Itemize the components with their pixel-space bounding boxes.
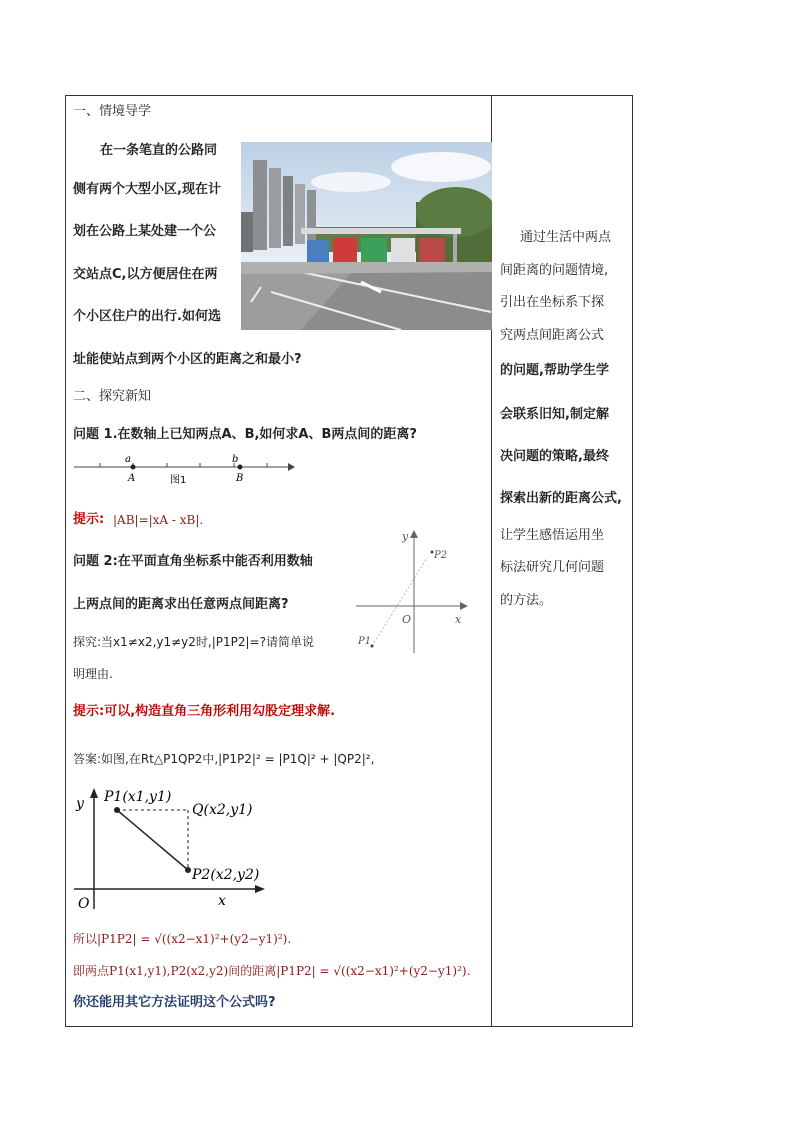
point-p1-label: P1	[358, 636, 372, 647]
explore-line-1: 探究:当x1≠x2,y1≠y2时,|P1P2|=?请简单说	[73, 635, 314, 649]
bus-stop-photo	[241, 142, 492, 330]
number-line-figure	[70, 452, 295, 488]
figure-caption: 图1	[170, 475, 187, 486]
side-note-line-11: 的方法。	[500, 593, 553, 608]
question-2-line-1: 问题 2:在平面直角坐标系中能否利用数轴	[73, 554, 313, 569]
label-B: B	[236, 473, 244, 484]
q-coord-label: Q(x2,y1)	[192, 802, 253, 818]
axis-y-label-large: y	[76, 796, 84, 812]
side-note-line-2: 间距离的问题情境,	[500, 263, 609, 278]
side-note-line-10: 标法研究几何问题	[500, 560, 605, 575]
scenario-line-1: 在一条笔直的公路同	[100, 143, 218, 158]
point-a-dot	[131, 465, 136, 470]
side-note-line-7: 决问题的策略,最终	[500, 449, 609, 464]
scenario-line-3: 划在公路上某处建一个公	[73, 224, 217, 239]
scenario-line-5: 个小区住户的出行.如何选	[73, 309, 221, 324]
explore-line-2: 明理由.	[73, 667, 113, 681]
coordinate-figure-small	[352, 528, 470, 656]
p1-point	[114, 807, 120, 813]
hint-1-label: 提示:	[73, 512, 105, 527]
origin-label-large: O	[78, 896, 90, 912]
result-line-2: 即两点P1(x1,y1),P2(x2,y2)间的距离|P1P2| = √((x2−x1)²+(y2−y1)²).	[73, 964, 471, 978]
label-A: A	[128, 473, 136, 484]
axis-x-label: x	[455, 613, 462, 626]
side-note-line-4: 究两点间距离公式	[500, 328, 605, 343]
side-note-line-9: 让学生感悟运用坐	[500, 528, 605, 543]
hint-2: 提示:可以,构造直角三角形利用勾股定理求解.	[73, 704, 336, 719]
side-note-line-8: 探索出新的距离公式,	[500, 491, 622, 506]
point-b-dot	[238, 465, 243, 470]
question-2-line-2: 上两点间的距离求出任意两点间距离?	[73, 597, 289, 612]
axis-y-label: y	[402, 530, 409, 543]
p2-coord-label: P2(x2,y2)	[192, 867, 260, 883]
label-b: b	[232, 454, 239, 465]
p1-coord-label: P1(x1,y1)	[104, 789, 172, 805]
coordinate-figure-large	[72, 784, 272, 912]
side-note-line-6: 会联系旧知,制定解	[500, 407, 609, 422]
side-note-line-5: 的问题,帮助学生学	[500, 363, 609, 378]
section1-heading: 一、情境导学	[73, 104, 152, 119]
side-note-line-3: 引出在坐标系下探	[500, 295, 605, 310]
answer-line: 答案:如图,在Rt△P1QP2中,|P1P2|² = |P1Q|² + |QP2|²,	[73, 752, 375, 766]
scenario-line-4: 交站点C,以方便居住在两	[73, 267, 218, 282]
label-a: a	[125, 454, 131, 465]
hint-1-formula: |AB|=|xA - xB|.	[113, 513, 204, 527]
point-p2-label: P2	[434, 550, 448, 561]
scenario-line-2: 侧有两个大型小区,现在计	[73, 182, 221, 197]
axis-x-label-large: x	[218, 893, 226, 909]
side-note-line-1: 通过生活中两点	[520, 230, 612, 245]
scenario-line-6: 址能使站点到两个小区的距离之和最小?	[73, 352, 302, 367]
p2-point	[185, 867, 191, 873]
section2-heading: 二、探究新知	[73, 389, 152, 404]
result-line-1: 所以|P1P2| = √((x2−x1)²+(y2−y1)²).	[73, 932, 292, 946]
question-1: 问题 1.在数轴上已知两点A、B,如何求A、B两点间的距离?	[73, 427, 417, 442]
closing-question: 你还能用其它方法证明这个公式吗?	[73, 995, 276, 1010]
origin-label: O	[402, 613, 412, 626]
